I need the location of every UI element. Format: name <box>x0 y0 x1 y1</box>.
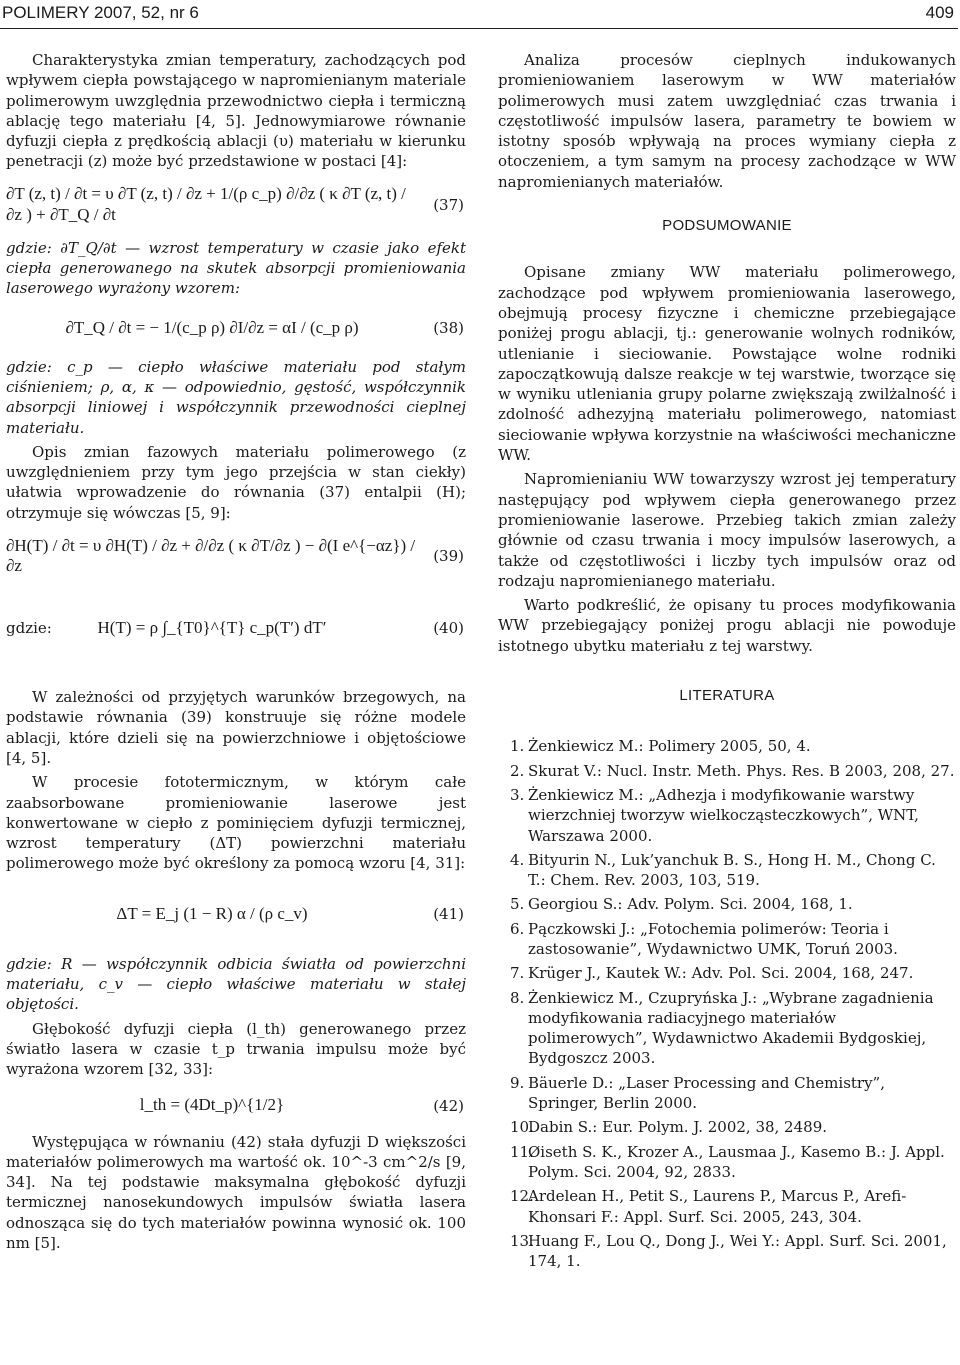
reference-item <box>498 1231 956 1272</box>
equation-label: gdzie: <box>6 618 52 637</box>
paragraph: Charakterystyka zmian temperatury, zachodzących pod wpływem ciepła powstającego w napromienianym materiale polimerowym uwzględnia przewodnictwo ciepła i termiczną ablację tego materiału [4, 5]. Jednowymiarowe równanie dyfuzji ciepła z prędkością ablacji (υ) materiału w kierunku penetracji (z) może być przedstawione w postaci [4]: <box>6 51 466 171</box>
page-header <box>0 0 958 29</box>
reference-text: Żenkiewicz M., Czupryńska J.: „Wybrane zagadnienia modyfikowania radiacyjnego materiałów polimerowych”, Wydawnictwo Akademii Bydgoskiej, Bydgoszcz 2003. <box>528 988 934 1068</box>
equation-41 <box>6 874 466 954</box>
reference-item <box>498 761 956 781</box>
paragraph: W procesie fototermicznym, w którym całe zaabsorbowane promieniowanie laserowe jest konwertowane w ciepło z pominięciem dyfuzji termicznej, wzrost temperatury (ΔT) powierzchni materiału polimerowego może być określony za pomocą wzoru [4, 31]: <box>6 773 466 873</box>
paragraph: Występująca w równaniu (42) stała dyfuzji D większości materiałów polimerowych ma wartość ok. 10^-3 cm^2/s [9, 34]. Na tej podstawie maksymalna głębokość dyfuzji termicznej nanosekundowych impulsów światła lasera odnosząca się do tych materiałów powinna wynosić ok. 100 nm [5]. <box>6 1132 466 1252</box>
definition-text: gdzie: ∂T_Q/∂t — wzrost temperatury w czasie jako efekt ciepła generowanego na skutek absorpcji promieniowania laserowego wyrażony wzorem: <box>6 238 466 298</box>
equation-body: H(T) = ρ ∫_{T0}^{T} c_p(T′) dT′ <box>97 617 327 637</box>
reference-number: 4. <box>510 850 525 869</box>
equation-body: ΔT = E_j (1 − R) α / (ρ c_v) <box>116 903 308 923</box>
equation-body: l_th = (4Dt_p)^{1/2} <box>139 1095 285 1115</box>
reference-text: Skurat V.: Nucl. Instr. Meth. Phys. Res. B 2003, 208, 27. <box>528 761 955 780</box>
reference-text: Bityurin N., Luk’yanchuk B. S., Hong H. M., Chong C. T.: Chem. Rev. 2003, 103, 519. <box>528 850 936 890</box>
reference-number: 6. <box>510 919 525 938</box>
reference-number: 9. <box>510 1073 525 1092</box>
reference-text: Żenkiewicz M.: „Adhezja i modyfikowanie warstwy wierzchniej tworzyw wielkocząsteczkowych”, WNT, Warszawa 2000. <box>528 785 919 845</box>
equation-number: (40) <box>433 618 464 637</box>
equation-body: ∂T_Q / ∂t = − 1/(c_p ρ) ∂I/∂z = αI / (c_p ρ) <box>65 317 359 337</box>
paragraph: Opis zmian fazowych materiału polimerowego (z uwzględnieniem przy tym jego przejścia w stan ciekły) ułatwia wprowadzenie do równania (37) entalpii (H); otrzymuje się wówczas [5, 9]: <box>6 442 466 522</box>
equation-number: (38) <box>433 318 464 337</box>
equation-body: ∂T (z, t) / ∂t = υ ∂T (z, t) / ∂z + 1/(ρ c_p) ∂/∂z ( κ ∂T (z, t) / ∂z ) + ∂T_Q / ∂t <box>6 184 406 224</box>
journal-title: POLIMERY 2007, 52, nr 6 <box>2 3 199 22</box>
paragraph: Opisane zmiany WW materiału polimerowego, zachodzące pod wpływem promieniowania laserowego, obejmują procesy fizyczne i chemiczne przebiegające poniżej progu ablacji, tj.: generowanie wolnych rodników, utlenianie i sieciowanie. Powstające wolne rodniki zapoczątkowują dalsze reakcje w tej warstwie, tworzące się w wyniku utleniania grupy polarne zwiększają zwilżalność i zdolność adhezyjną materiału polimerowego, natomiast sieciowanie wpływa korzystnie na właściwości mechaniczne WW. <box>498 263 956 465</box>
reference-number: 1. <box>510 737 525 756</box>
equation-body: ∂H(T) / ∂t = υ ∂H(T) / ∂z + ∂/∂z ( κ ∂T/∂z ) − ∂(I e^{−αz}) / ∂z <box>6 535 416 576</box>
paragraph: Głębokość dyfuzji ciepła (l_th) generowanego przez światło lasera w czasie t_p trwania impulsu może być wyrażona wzorem [32, 33]: <box>6 1019 466 1079</box>
reference-text: Ardelean H., Petit S., Laurens P., Marcus P., Arefi-Khonsari F.: Appl. Surf. Sci. 2005, 243, 304. <box>528 1187 907 1226</box>
reference-number: 13. <box>510 1231 534 1250</box>
paragraph: W zależności od przyjętych warunków brzegowych, na podstawie równania (39) konstruuje się różne modele ablacji, które dzieli się na powierzchniowe i objętościowe [4, 5]. <box>6 688 466 767</box>
reference-number: 7. <box>510 964 525 983</box>
equation-38 <box>6 299 466 357</box>
reference-number: 2. <box>510 761 525 780</box>
equation-42 <box>6 1080 466 1132</box>
reference-text: Øiseth S. K., Krozer A., Lausmaa J., Kasemo B.: J. Appl. Polym. Sci. 2004, 92, 2833. <box>528 1142 945 1181</box>
reference-number: 3. <box>510 785 525 804</box>
reference-item <box>498 1142 956 1183</box>
reference-text: Pączkowski J.: „Fotochemia polimerów: Teoria i zastosowanie”, Wydawnictwo UMK, Toruń 2003. <box>528 919 898 958</box>
paragraph: Napromienianiu WW towarzyszy wzrost jej temperatury następujący pod wpływem ciepła generowanego przez promieniowanie laserowe. Przebieg takich zmian zależy głównie od czasu trwania i mocy impulsów laserowych, a także od częstotliwości i liczby tych impulsów oraz od rodzaju napromienianego materiału. <box>498 470 956 590</box>
equation-39 <box>6 523 466 589</box>
reference-item <box>498 850 956 891</box>
equation-number: (42) <box>433 1096 464 1115</box>
reference-item <box>498 785 956 846</box>
reference-number: 5. <box>510 895 525 914</box>
reference-item <box>498 919 956 960</box>
reference-item <box>498 1117 956 1137</box>
paragraph: Warto podkreślić, że opisany tu proces modyfikowania WW przebiegający poniżej progu ablacji nie powoduje istotnego ubytku materiału z tej warstwy. <box>498 596 956 655</box>
equation-number: (37) <box>433 195 464 214</box>
reference-item <box>498 988 956 1069</box>
reference-item <box>498 894 956 914</box>
reference-text: Żenkiewicz M.: Polimery 2005, 50, 4. <box>528 737 811 756</box>
reference-text: Georgiou S.: Adv. Polym. Sci. 2004, 168, 1. <box>528 895 853 914</box>
reference-item <box>498 736 956 756</box>
reference-text: Krüger J., Kautek W.: Adv. Pol. Sci. 2004, 168, 247. <box>528 964 914 983</box>
reference-list <box>498 736 956 1271</box>
reference-number: 12. <box>510 1187 534 1206</box>
reference-number: 8. <box>510 988 525 1007</box>
left-column <box>6 50 466 1253</box>
page-number: 409 <box>925 3 954 22</box>
equation-37 <box>6 172 466 238</box>
reference-text: Dabin S.: Eur. Polym. J. 2002, 38, 2489. <box>528 1118 828 1137</box>
section-heading-summary: PODSUMOWANIE <box>662 217 792 235</box>
reference-text: Huang F., Lou Q., Dong J., Wei Y.: Appl. Surf. Sci. 2001, 174, 1. <box>528 1231 947 1271</box>
equation-number: (39) <box>433 546 464 565</box>
reference-item <box>498 1073 956 1114</box>
reference-number: 11. <box>510 1142 534 1161</box>
reference-number: 10. <box>510 1118 534 1137</box>
reference-text: Bäuerle D.: „Laser Processing and Chemistry”, Springer, Berlin 2000. <box>528 1073 885 1113</box>
right-column <box>498 50 956 1275</box>
definition-text: gdzie: R — współczynnik odbicia światła od powierzchni materiału, c_v — ciepło właściwe materiału w stałej objętości. <box>6 954 466 1014</box>
section-heading-references: LITERATURA <box>679 687 775 705</box>
paragraph: Analiza procesów cieplnych indukowanych promieniowaniem laserowym w WW materiałów polimerowych musi zatem uwzględniać czas trwania i częstotliwość impulsów lasera, parametry te bowiem w istotny sposób wpływają na proces wymiany ciepła z otoczeniem, a tym samym na procesy zachodzące w WW napromienianych materiałów. <box>498 51 956 191</box>
equation-number: (41) <box>433 904 464 923</box>
definition-text: gdzie: c_p — ciepło właściwe materiału pod stałym ciśnieniem; ρ, α, κ — odpowiednio, gęstość, współczynnik absorpcji liniowej i współczynnik przewodności cieplnej materiału. <box>6 357 466 437</box>
reference-item <box>498 1186 956 1227</box>
reference-item <box>498 963 956 983</box>
equation-40 <box>6 589 466 667</box>
